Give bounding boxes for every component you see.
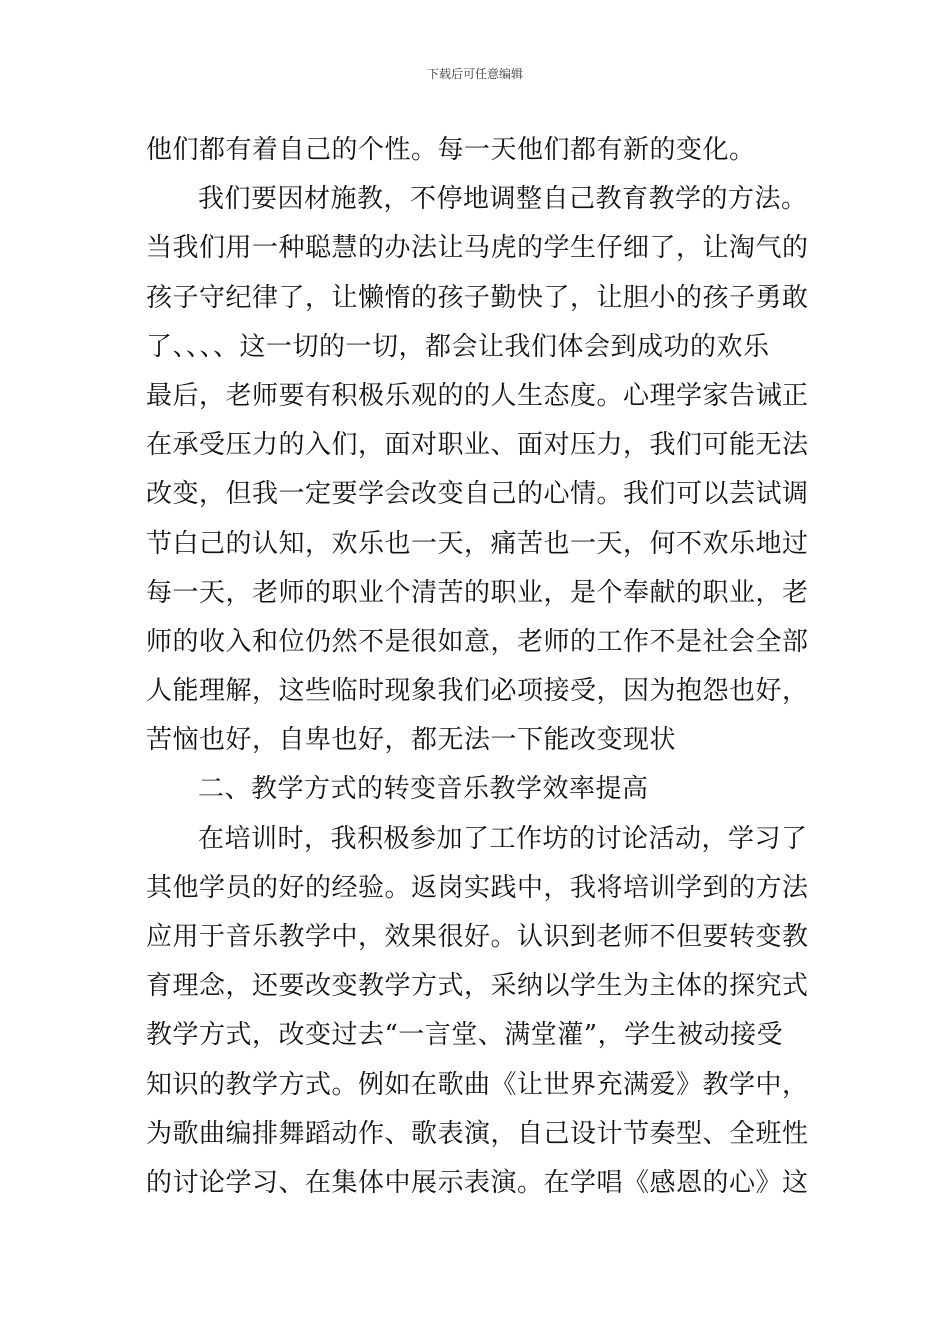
text-line: 应用于音乐教学中，效果很好。认识到老师不但要转变教 — [146, 922, 809, 952]
text-line: 师的收入和位仍然不是很如意，老师的工作不是社会全部 — [146, 626, 809, 657]
text-line: 改变，但我一定要学会改变自己的心情。我们可以芸试调 — [146, 479, 809, 510]
text-line: 他们都有着自己的个性。每一天他们都有新的变化。 — [146, 135, 756, 165]
text-line: 育理念，还要改变教学方式，采纳以学生为主体的探究式 — [146, 971, 809, 1002]
text-line: 为歌曲编排舞蹈动作、歌表演，自己设计节奏型、全班性 — [146, 1118, 809, 1149]
text-line: 孩子守纪律了，让懒惰的孩子勤快了，让胆小的孩子勇敢 — [146, 282, 809, 313]
text-line: 的讨论学习、在集体中展示表演。在学唱《感恩的心》这 — [146, 1167, 809, 1198]
text-line: 在承受压力的入们，面对职业、面对压力，我们可能无法 — [146, 430, 809, 461]
text-line: 其他学员的好的经验。返岗实践中，我将培训学到的方法 — [146, 872, 809, 903]
text-line: 节白己的认知，欢乐也一天，痛苦也一天，何不欢乐地过 — [146, 528, 809, 559]
text-line: 最后，老师要有积极乐观的的人生态度。心理学家告诫正 — [146, 380, 809, 411]
text-line: 苦恼也好，自卑也好，都无法一下能改变现状 — [146, 725, 677, 756]
page-header: 下载后可任意编辑 — [426, 67, 523, 81]
paragraph-start-line: 我们要因材施教，不停地调整自己教育教学的方法。 — [198, 184, 808, 215]
document-body — [146, 126, 826, 1208]
text-line: 当我们用一种聪慧的办法让马虎的学生仔细了，让淘气的 — [146, 233, 809, 264]
text-line: 每一天，老师的职业个清苦的职业，是个奉献的职业，老 — [146, 577, 809, 608]
paragraph-start-line: 在培训时，我积极参加了工作坊的讨论活动，学习了 — [198, 823, 808, 854]
text-line: 了、、、、这一切的一切，都会让我们体会到成功的欢乐 — [146, 331, 770, 362]
section-heading: 二、教学方式的转变音乐教学效率提高 — [198, 774, 649, 805]
text-line: 知识的教学方式。例如在歌曲《让世界充满爱》教学中， — [146, 1069, 809, 1100]
text-line: 人能理解，这些临时现象我们必项接受，因为抱怨也好， — [146, 676, 809, 707]
text-line: 教学方式，改变过去“一言堂、满堂灌”，学生被动接受 — [146, 1020, 784, 1051]
